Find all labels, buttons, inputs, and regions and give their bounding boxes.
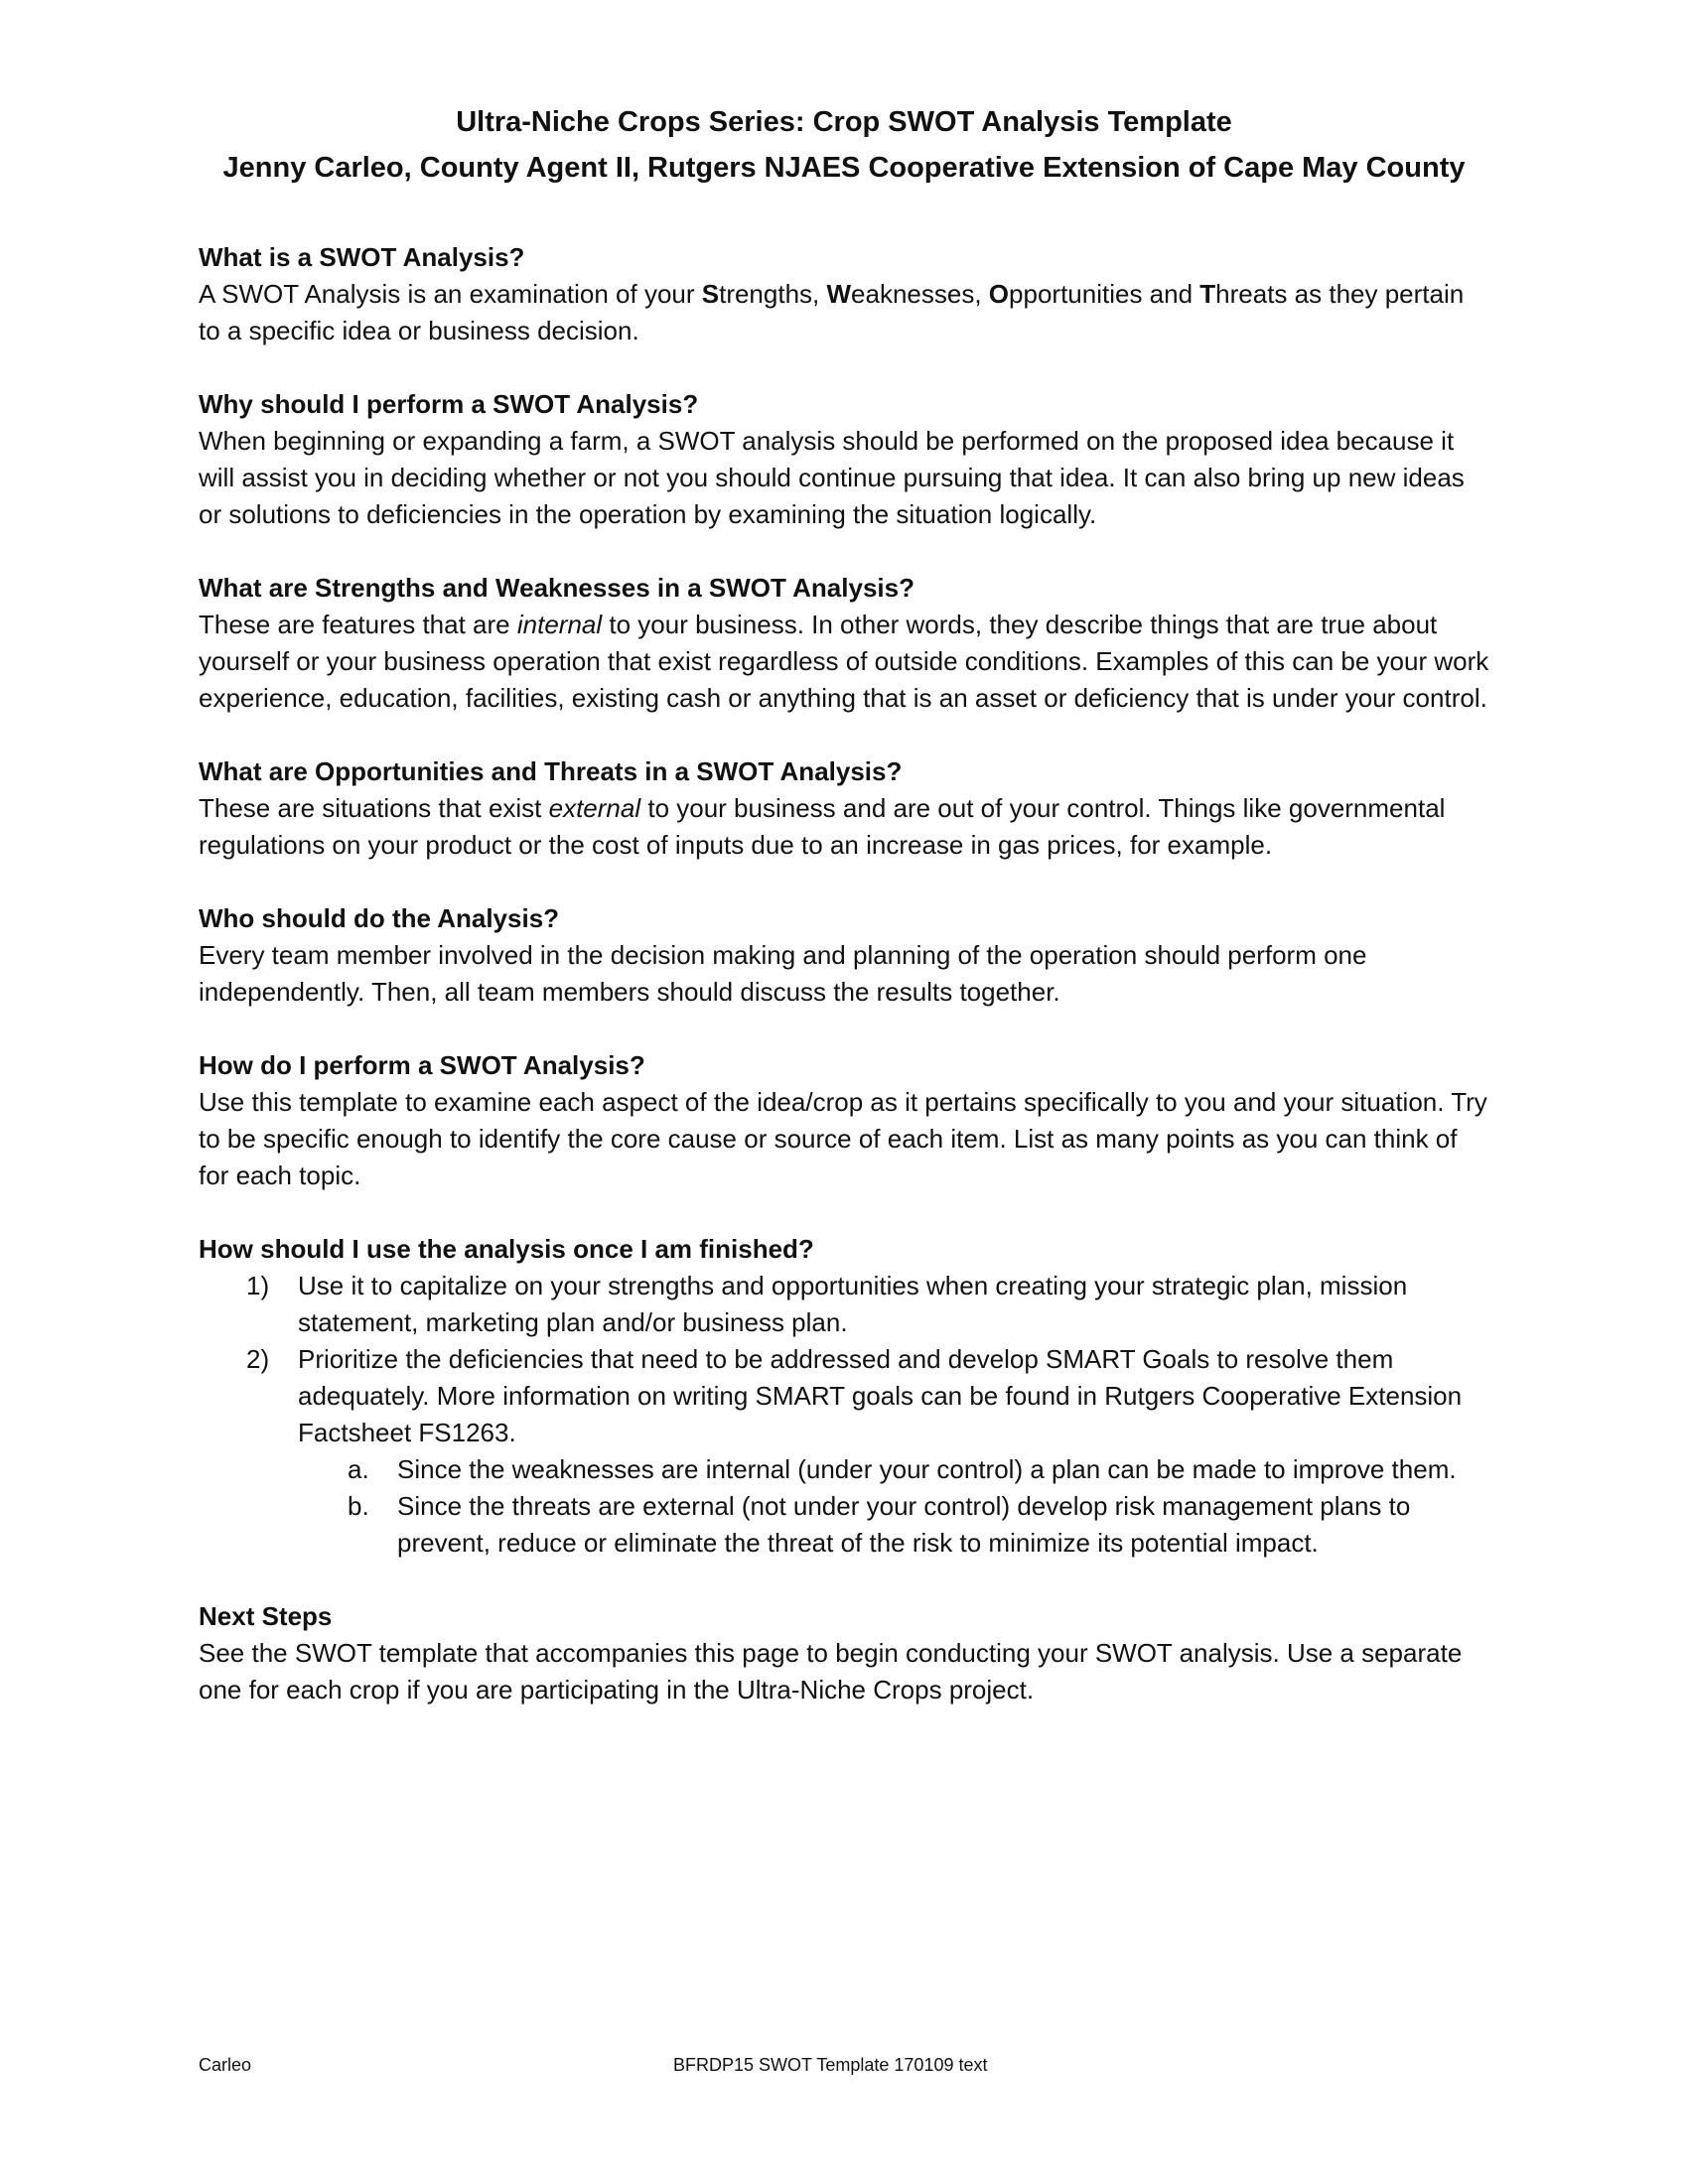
section-paragraph: Use this template to examine each aspect of the idea/crop as it pertains specifically to you and your situation. Try to be specific enough to identify the core cause or source of each item. List as many points as you can think of for each topic. <box>199 1087 1487 1190</box>
paragraph-text: pportunities and <box>1009 279 1200 309</box>
section-heading: How should I use the analysis once I am finished? <box>199 1234 814 1264</box>
section-paragraph <box>199 276 1489 349</box>
section-what-is <box>199 239 1489 349</box>
sub-list-item <box>298 1488 1489 1562</box>
list-item <box>199 1268 1489 1341</box>
paragraph-text: These are features that are <box>199 610 517 639</box>
bold-letter: W <box>826 279 852 309</box>
section-heading: What are Strengths and Weaknesses in a SWOT Analysis? <box>199 573 914 603</box>
paragraph-text: to your business and are out of your control. Things like governmental regulations on your product or the cost of inputs due to an increase in gas prices, for example. <box>199 793 1446 860</box>
document-title: Ultra-Niche Crops Series: Crop SWOT Analysis Template <box>456 106 1232 138</box>
section-heading: What are Opportunities and Threats in a SWOT Analysis? <box>199 756 903 786</box>
section-next-steps <box>199 1598 1489 1708</box>
section-who <box>199 900 1489 1011</box>
list-marker: 2) <box>246 1344 270 1374</box>
section-why <box>199 386 1489 533</box>
list-item <box>199 1341 1489 1562</box>
list-marker: b. <box>348 1491 369 1521</box>
list-marker: a. <box>348 1454 369 1484</box>
sub-list-item <box>298 1451 1489 1488</box>
paragraph-text: trengths, <box>719 279 827 309</box>
section-how <box>199 1047 1489 1194</box>
document-header <box>0 99 1688 191</box>
section-use-analysis <box>199 1231 1489 1562</box>
numbered-list <box>199 1268 1489 1562</box>
bold-letter: S <box>701 279 720 309</box>
section-paragraph: When beginning or expanding a farm, a SWOT analysis should be performed on the proposed idea because it will assist you in deciding whether or not you should continue pursuing that idea. It can also bring up new ideas or solutions to deficiencies in the operation by examining the situation logically. <box>199 426 1465 529</box>
section-heading: How do I perform a SWOT Analysis? <box>199 1050 645 1080</box>
document-subtitle: Jenny Carleo, County Agent II, Rutgers NJAES Cooperative Extension of Cape May County <box>222 152 1466 184</box>
section-heading: Why should I perform a SWOT Analysis? <box>199 389 699 419</box>
paragraph-text: hreats as they pertain to a specific idea or business decision. <box>199 279 1465 345</box>
list-item-text: Prioritize the deficiencies that need to be addressed and develop SMART Goals to resolve them adequately. More information on writing SMART goals can be found in Rutgers Cooperative Extension Factsheet FS1263. <box>298 1344 1463 1447</box>
paragraph-text: eaknesses, <box>851 279 989 309</box>
emphasis-text: internal <box>516 610 603 639</box>
section-heading: Next Steps <box>199 1601 333 1631</box>
sub-list <box>298 1451 1489 1562</box>
section-opportunities-threats <box>199 753 1489 864</box>
section-paragraph: Every team member involved in the decision making and planning of the operation should perform one independently. Then, all team members should discuss the results together. <box>199 940 1367 1007</box>
section-paragraph: See the SWOT template that accompanies this page to begin conducting your SWOT analysis. Use a separate one for each crop if you are participating in the Ultra-Niche Crops project. <box>199 1638 1463 1705</box>
list-item-text: Use it to capitalize on your strengths and opportunities when creating your strategic plan, mission statement, marketing plan and/or business plan. <box>298 1271 1408 1337</box>
section-strengths-weaknesses <box>199 570 1489 717</box>
section-heading: Who should do the Analysis? <box>199 903 560 933</box>
document-body <box>199 239 1489 1745</box>
section-paragraph <box>199 607 1489 717</box>
footer-document-id: BFRDP15 SWOT Template 170109 text <box>673 2055 988 2075</box>
bold-letter: O <box>988 279 1010 309</box>
emphasis-text: external <box>548 793 641 823</box>
footer-author: Carleo <box>199 2055 252 2075</box>
section-heading: What is a SWOT Analysis? <box>199 242 525 272</box>
list-marker: 1) <box>246 1271 270 1300</box>
paragraph-text: to your business. In other words, they describe things that are true about yourself or your business operation that exist regardless of outside conditions. Examples of this can be your work experience, education, facilities, existing cash or anything that is an asset or deficiency that is under your control. <box>199 610 1489 713</box>
list-item-text: Since the threats are external (not under your control) develop risk management plans to prevent, reduce or eliminate the threat of the risk to minimize its potential impact. <box>397 1491 1411 1558</box>
bold-letter: T <box>1199 279 1216 309</box>
section-paragraph <box>199 790 1489 864</box>
paragraph-text: These are situations that exist <box>199 793 549 823</box>
paragraph-text: A SWOT Analysis is an examination of your <box>199 279 702 309</box>
list-item-text: Since the weaknesses are internal (under your control) a plan can be made to improve them. <box>397 1454 1457 1484</box>
